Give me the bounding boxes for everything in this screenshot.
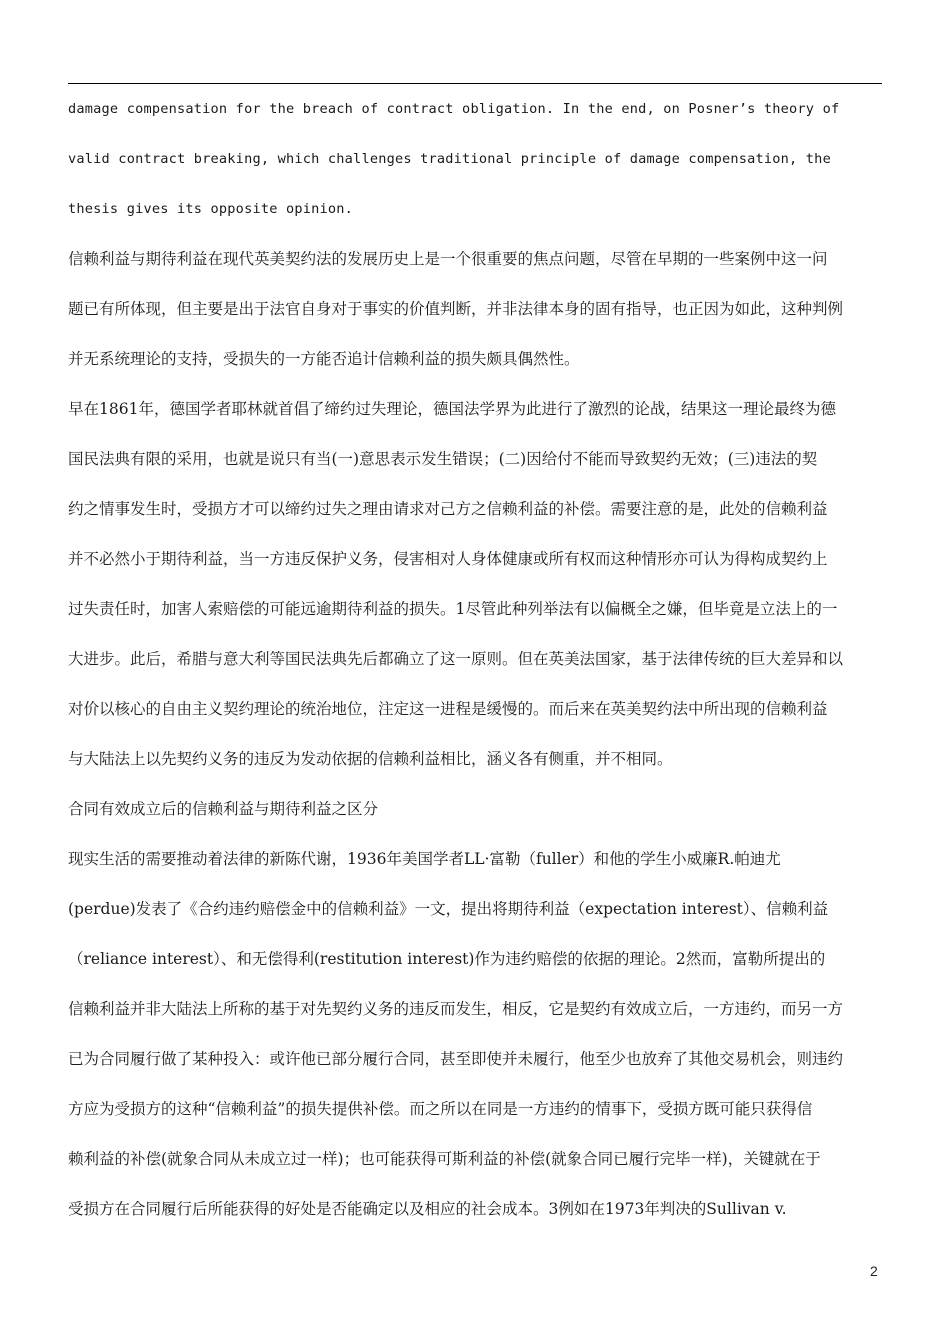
text-line: 题已有所体现，但主要是出于法官自身对于事实的价值判断，并非法律本身的固有指导，也正因为如此，这种判例 — [68, 300, 844, 318]
text-line: 信赖利益并非大陆法上所称的基于对先契约义务的违反而发生，相反，它是契约有效成立后，一方违约，而另一方 — [68, 1000, 844, 1018]
text-line: (perdue)发表了《合约违约赔偿金中的信赖利益》一文，提出将期待利益（expectation interest）、信赖利益 — [68, 900, 829, 918]
section-heading: 合同有效成立后的信赖利益与期待利益之区分 — [68, 800, 379, 818]
header-rule — [68, 83, 882, 84]
text-line: 赖利益的补偿(就象合同从未成立过一样)；也可能获得可斯利益的补偿(就象合同已履行完毕一样)，关键就在于 — [68, 1150, 821, 1168]
text-line: 早在1861年，德国学者耶林就首倡了缔约过失理论，德国法学界为此进行了激烈的论战，结果这一理论最终为德 — [68, 400, 836, 418]
text-line: thesis gives its opposite opinion. — [68, 201, 354, 217]
text-line: 方应为受损方的这种“信赖利益”的损失提供补偿。而之所以在同是一方违约的情事下，受损方既可能只获得信 — [68, 1100, 813, 1118]
text-line: 已为合同履行做了某种投入：或许他已部分履行合同，甚至即使并未履行，他至少也放弃了其他交易机会，则违约 — [68, 1050, 844, 1068]
text-line: 并无系统理论的支持，受损失的一方能否追计信赖利益的损失颇具偶然性。 — [68, 350, 580, 368]
text-line: 国民法典有限的采用，也就是说只有当(一)意思表示发生错误；(二)因给付不能而导致契约无效；(三)违法的契 — [68, 450, 818, 468]
text-line: 受损方在合同履行后所能获得的好处是否能确定以及相应的社会成本。3例如在1973年判决的Sullivan v. — [68, 1200, 787, 1218]
text-line: 过失责任时，加害人索赔偿的可能远逾期待利益的损失。1尽管此种列举法有以偏概全之嫌，但毕竟是立法上的一 — [68, 600, 838, 618]
text-line: 约之情事发生时，受损方才可以缔约过失之理由请求对己方之信赖利益的补偿。需要注意的是，此处的信赖利益 — [68, 500, 828, 518]
text-line: damage compensation for the breach of contract obligation. In the end, on Posner’s theory of — [68, 101, 840, 117]
text-line: 现实生活的需要推动着法律的新陈代谢，1936年美国学者LL·富勒（fuller）和他的学生小威廉R.帕迪尤 — [68, 850, 781, 868]
page-number: 2 — [870, 1263, 878, 1279]
document-body — [68, 96, 884, 1246]
text-line: （reliance interest）、和无偿得利(restitution interest)作为违约赔偿的依据的理论。2然而，富勒所提出的 — [68, 950, 826, 968]
text-line: valid contract breaking, which challenges traditional principle of damage compensation, the — [68, 151, 831, 167]
text-line: 信赖利益与期待利益在现代英美契约法的发展历史上是一个很重要的焦点问题，尽管在早期的一些案例中这一问 — [68, 250, 828, 268]
text-line: 大进步。此后，希腊与意大利等国民法典先后都确立了这一原则。但在英美法国家，基于法律传统的巨大差异和以 — [68, 650, 844, 668]
text-line: 与大陆法上以先契约义务的违反为发动依据的信赖利益相比，涵义各有侧重，并不相同。 — [68, 750, 673, 768]
text-line: 并不必然小于期待利益，当一方违反保护义务，侵害相对人身体健康或所有权而这种情形亦可认为得构成契约上 — [68, 550, 828, 568]
text-line: 对价以核心的自由主义契约理论的统治地位，注定这一进程是缓慢的。而后来在英美契约法中所出现的信赖利益 — [68, 700, 828, 718]
